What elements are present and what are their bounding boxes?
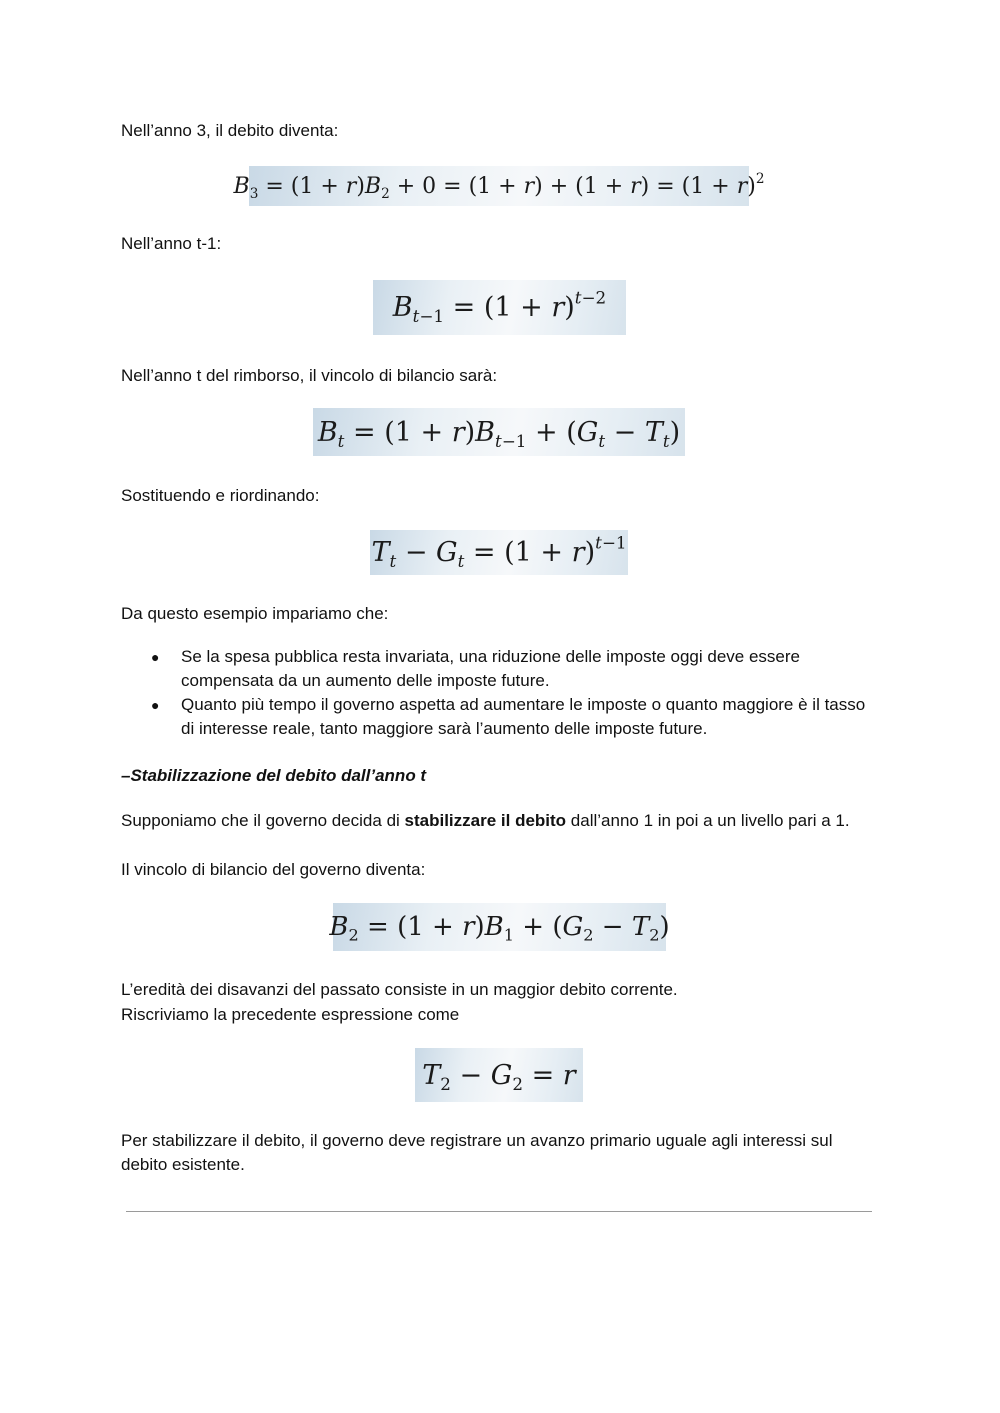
bullet-icon: ● bbox=[151, 697, 160, 713]
paragraph-substituting: Sostituendo e riordinando: bbox=[121, 486, 320, 505]
equation-bt: $B_t = (1 + r)B_{t-1} + (G_t - T_t)$ bbox=[313, 408, 685, 456]
list-item bbox=[121, 645, 881, 693]
paragraph-lesson: Da questo esempio impariamo che: bbox=[121, 604, 389, 623]
equation-tt-gt: $T_t - G_t = (1 + r)^{t-1}$ bbox=[370, 530, 628, 575]
paragraph-year-t: Nell’anno t del rimborso, il vincolo di bilancio sarà: bbox=[121, 366, 498, 385]
paragraph-text: Supponiamo che il governo decida di bbox=[121, 811, 405, 830]
equation-bt-1: $B_{t-1} = (1 + r)^{t-2}$ bbox=[373, 280, 626, 335]
horizontal-rule bbox=[126, 1211, 872, 1212]
paragraph-conclusion: Per stabilizzare il debito, il governo deve registrare un avanzo primario uguale agli interessi sul debito esistente. bbox=[121, 1131, 833, 1174]
list-item bbox=[121, 693, 881, 741]
equation-b2: $B_2 = (1 + r)B_1 + (G_2 - T_2)$ bbox=[333, 903, 666, 951]
equation-b3: $B_3 = (1 + r)B_2 + 0 = (1 + r) + (1 + r) = (1 + r)^2$ bbox=[249, 166, 749, 206]
bold-text: stabilizzare il debito bbox=[404, 811, 567, 830]
equation-t2-g2: $T_2 - G_2 = r$ bbox=[415, 1048, 583, 1102]
lesson-list bbox=[121, 645, 881, 741]
paragraph-year-3: Nell’anno 3, il debito diventa: bbox=[121, 121, 339, 140]
list-item-text: Quanto più tempo il governo aspetta ad aumentare le imposte o quanto maggiore è il tasso di interesse reale, tanto maggiore sarà l’aumento delle imposte future. bbox=[181, 695, 866, 738]
paragraph-year-t-1: Nell’anno t-1: bbox=[121, 234, 222, 253]
list-item-text: Se la spesa pubblica resta invariata, una riduzione delle imposte oggi deve essere compensata da un aumento delle imposte future. bbox=[181, 647, 800, 690]
paragraph-text: dall’anno 1 in poi a un livello pari a 1. bbox=[566, 811, 850, 830]
paragraph-budget-constraint: Il vincolo di bilancio del governo diventa: bbox=[121, 860, 426, 879]
section-heading: –Stabilizzazione del debito dall’anno t bbox=[121, 766, 427, 785]
bullet-icon: ● bbox=[151, 649, 160, 665]
paragraph-stabilize bbox=[121, 809, 881, 833]
paragraph-legacy: L’eredità dei disavanzi del passato consiste in un maggior debito corrente. bbox=[121, 980, 678, 999]
paragraph-rewrite: Riscriviamo la precedente espressione come bbox=[121, 1005, 460, 1024]
